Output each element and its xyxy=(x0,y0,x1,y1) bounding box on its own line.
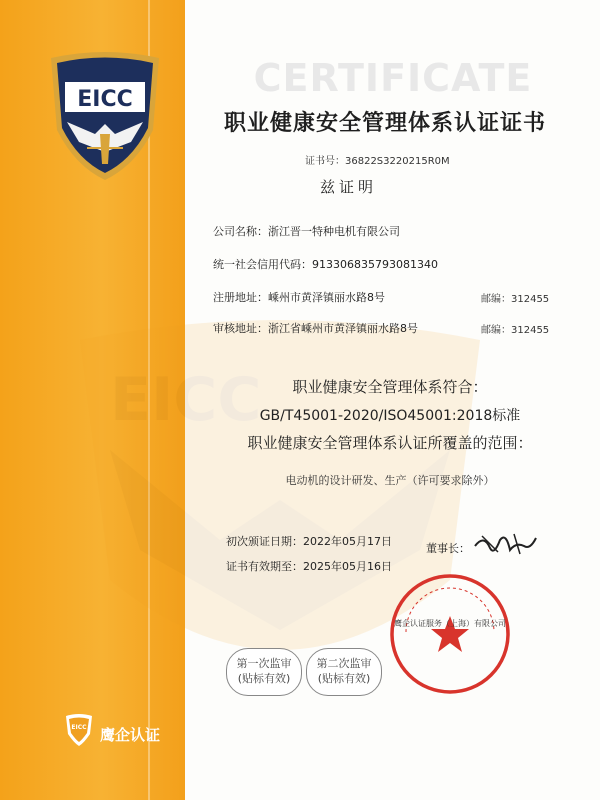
credit-code-value: 913306835793081340 xyxy=(312,258,438,271)
company-seal-icon xyxy=(388,572,512,696)
eicc-shield-logo-icon xyxy=(45,48,165,183)
certificate-number: 证书号：36822S3220215R0M xyxy=(305,156,450,167)
second-audit-stamp-box xyxy=(306,648,382,696)
first-audit-stamp-box xyxy=(226,648,302,696)
company-row xyxy=(213,223,400,239)
second-audit-note: (贴标有效) xyxy=(317,672,371,685)
expiry-date-label: 证书有效期至： xyxy=(226,560,303,573)
company-label: 公司名称： xyxy=(213,225,268,238)
issue-date-label: 初次颁证日期： xyxy=(226,535,303,548)
seal-company-name: 鹰企认证服务（上海）有限公司 xyxy=(394,619,506,628)
first-audit-note: (贴标有效) xyxy=(237,672,291,685)
scope-heading: 职业健康安全管理体系认证所覆盖的范围： xyxy=(247,434,533,452)
audit-address-row xyxy=(213,320,418,336)
registered-address-label: 注册地址： xyxy=(213,291,268,304)
eicc-small-logo-icon xyxy=(64,713,94,747)
brand-name: 鹰企认证 xyxy=(100,726,161,744)
credit-code-label: 统一社会信用代码： xyxy=(213,258,312,271)
page-title: 职业健康安全管理体系认证证书 xyxy=(223,111,546,136)
second-audit-title: 第二次监审 xyxy=(316,657,372,670)
signature-icon xyxy=(470,528,540,558)
expiry-date-row xyxy=(226,558,392,574)
issue-date-value: 2022年05月17日 xyxy=(303,535,392,548)
standard-code: GB/T45001-2020/ISO45001:2018标准 xyxy=(259,408,521,424)
first-audit-title: 第一次监审 xyxy=(236,657,292,670)
issue-date-row xyxy=(226,533,392,549)
registered-address-value: 嵊州市黄泽镇丽水路8号 xyxy=(268,291,385,304)
expiry-date-value: 2025年05月16日 xyxy=(303,560,392,573)
certificate-watermark-title: CERTIFICATE xyxy=(253,56,533,100)
chairman-label: 董事长： xyxy=(426,542,470,555)
svg-text:EICC: EICC xyxy=(110,365,262,435)
scope-text: 电动机的设计研发、生产（许可要求除外） xyxy=(285,474,495,487)
standard-heading: 职业健康安全管理体系符合： xyxy=(292,378,488,396)
hereby-heading: 兹证明 xyxy=(320,178,378,196)
svg-text:EICC: EICC xyxy=(77,87,133,112)
registered-postcode: 邮编：312455 xyxy=(481,294,550,305)
svg-text:EICC: EICC xyxy=(71,724,87,731)
credit-code-row xyxy=(213,256,438,272)
company-value: 浙江晋一特种电机有限公司 xyxy=(268,225,400,238)
registered-address-row xyxy=(213,289,385,305)
audit-address-label: 审核地址： xyxy=(213,322,268,335)
audit-address-value: 浙江省嵊州市黄泽镇丽水路8号 xyxy=(268,322,418,335)
audit-postcode: 邮编：312455 xyxy=(481,325,550,336)
